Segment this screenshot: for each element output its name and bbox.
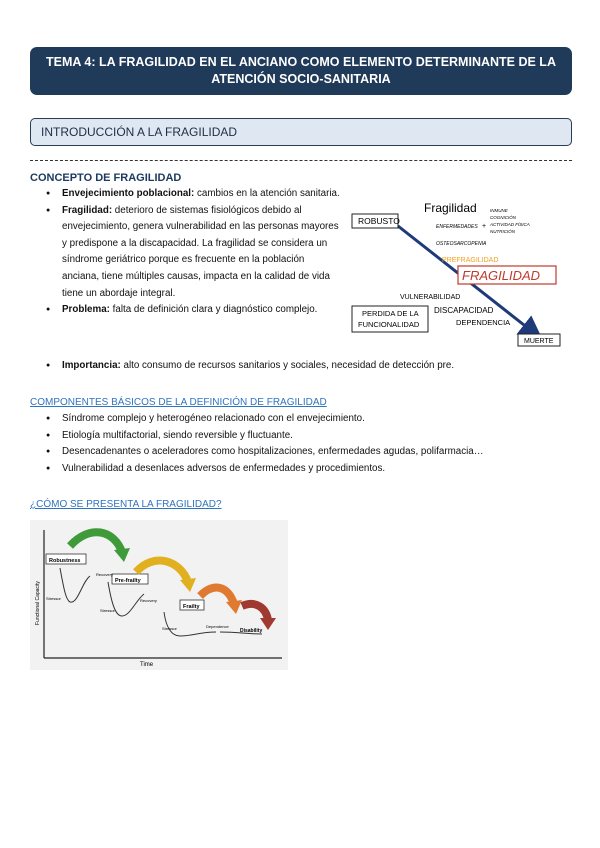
recovery-label-1: Recovery [96, 572, 113, 577]
svg-text:INMUNE: INMUNE [490, 208, 508, 213]
prefrailty-label: Pre-frailty [115, 578, 141, 584]
frailty-label: Frailty [183, 604, 200, 610]
perdida-label-2: FUNCIONALIDAD [358, 320, 420, 329]
fragilidad-box-label: FRAGILIDAD [462, 268, 541, 283]
componentes-heading[interactable]: COMPONENTES BÁSICOS DE LA DEFINICIÓN DE FRAGILIDAD [30, 397, 327, 408]
concepto-heading: CONCEPTO DE FRAGILIDAD [30, 172, 182, 184]
concepto-list-importancia [30, 358, 570, 375]
vulnerabilidad-label: VULNERABILIDAD [400, 294, 461, 301]
red-arrow [242, 604, 268, 620]
y-axis-label: Functional Capacity [35, 581, 41, 625]
svg-text:NUTRICIÓN: NUTRICIÓN [490, 229, 515, 234]
list-item: ● Problema: falta de definición clara y diagnóstico complejo. [30, 302, 340, 319]
frailty-trajectory-figure [30, 520, 288, 670]
svg-text:ACTIVIDAD FÍSICA: ACTIVIDAD FÍSICA [490, 222, 530, 227]
fragilidad-title: Fragilidad [424, 201, 477, 215]
robustness-label: Robustness [49, 558, 81, 564]
list-item: ● Envejecimiento poblacional: cambios en la atención sanitaria. [30, 186, 340, 203]
osteosarcopenia-label: OSTEOSARCOPENIA [436, 241, 487, 247]
dependencia-label: DEPENDENCIA [456, 318, 511, 327]
fragility-continuum-figure [350, 200, 562, 348]
list-item: ● Síndrome complejo y heterogéneo relacionado con el envejecimiento. [30, 411, 570, 428]
orange-arrow [200, 588, 234, 604]
concepto-list [30, 186, 340, 319]
list-item: ● Importancia: alto consumo de recursos sanitarios y sociales, necesidad de detección pre. [30, 358, 570, 375]
stressor-label-3: Stressor [162, 626, 177, 631]
perdida-label-1: PERDIDA DE LA [362, 309, 419, 318]
title-line-2: ATENCIÓN SOCIO-SANITARIA [211, 72, 391, 86]
svg-text:+: + [482, 223, 487, 230]
disability-label: Disability [240, 628, 263, 634]
section-divider [30, 160, 572, 161]
muerte-label: MUERTE [524, 338, 554, 345]
recovery-label-2: Recovery [140, 598, 157, 603]
document-title-banner [30, 47, 572, 95]
robusto-label: ROBUSTO [358, 216, 400, 226]
enfermedades-label: ENFERMEDADES [436, 224, 478, 230]
svg-text:COGNICIÓN: COGNICIÓN [490, 215, 517, 220]
list-item: ● Etiología multifactorial, siendo reversible y fluctuante. [30, 428, 570, 445]
presenta-heading[interactable]: ¿CÓMO SE PRESENTA LA FRAGILIDAD? [30, 499, 222, 510]
componentes-list [30, 411, 570, 477]
green-arrow [70, 532, 122, 552]
stressor-label-2: Stressor [100, 608, 115, 613]
list-item: ● Fragilidad: deterioro de sistemas fisiológicos debido al envejecimiento, genera vulnerabilidad en las personas mayores y predispone a la discapacidad. La fragilidad se considera un síndrome geriátrico porque es frecuente en la población anciana, tiene múltiples causas, impacta en la calidad de vida tiene un abordaje integral. [30, 203, 340, 303]
list-item: ● Vulnerabilidad a desenlaces adversos de enfermedades y procedimientos. [30, 461, 570, 478]
discapacidad-label: DISCAPACIDAD [434, 306, 494, 315]
dependence-label: Dependence [206, 624, 229, 629]
prefragilidad-label: PREFRAGILIDAD [442, 257, 499, 264]
list-item: ● Desencadenantes o aceleradores como hospitalizaciones, enfermedades agudas, polifarmacia… [30, 444, 570, 461]
title-line-1: TEMA 4: LA FRAGILIDAD EN EL ANCIANO COMO ELEMENTO DETERMINANTE DE LA [46, 55, 556, 69]
intro-section-header: INTRODUCCIÓN A LA FRAGILIDAD [30, 118, 572, 146]
x-axis-label: Time [140, 662, 154, 668]
stressor-label-1: Stressor [46, 596, 61, 601]
